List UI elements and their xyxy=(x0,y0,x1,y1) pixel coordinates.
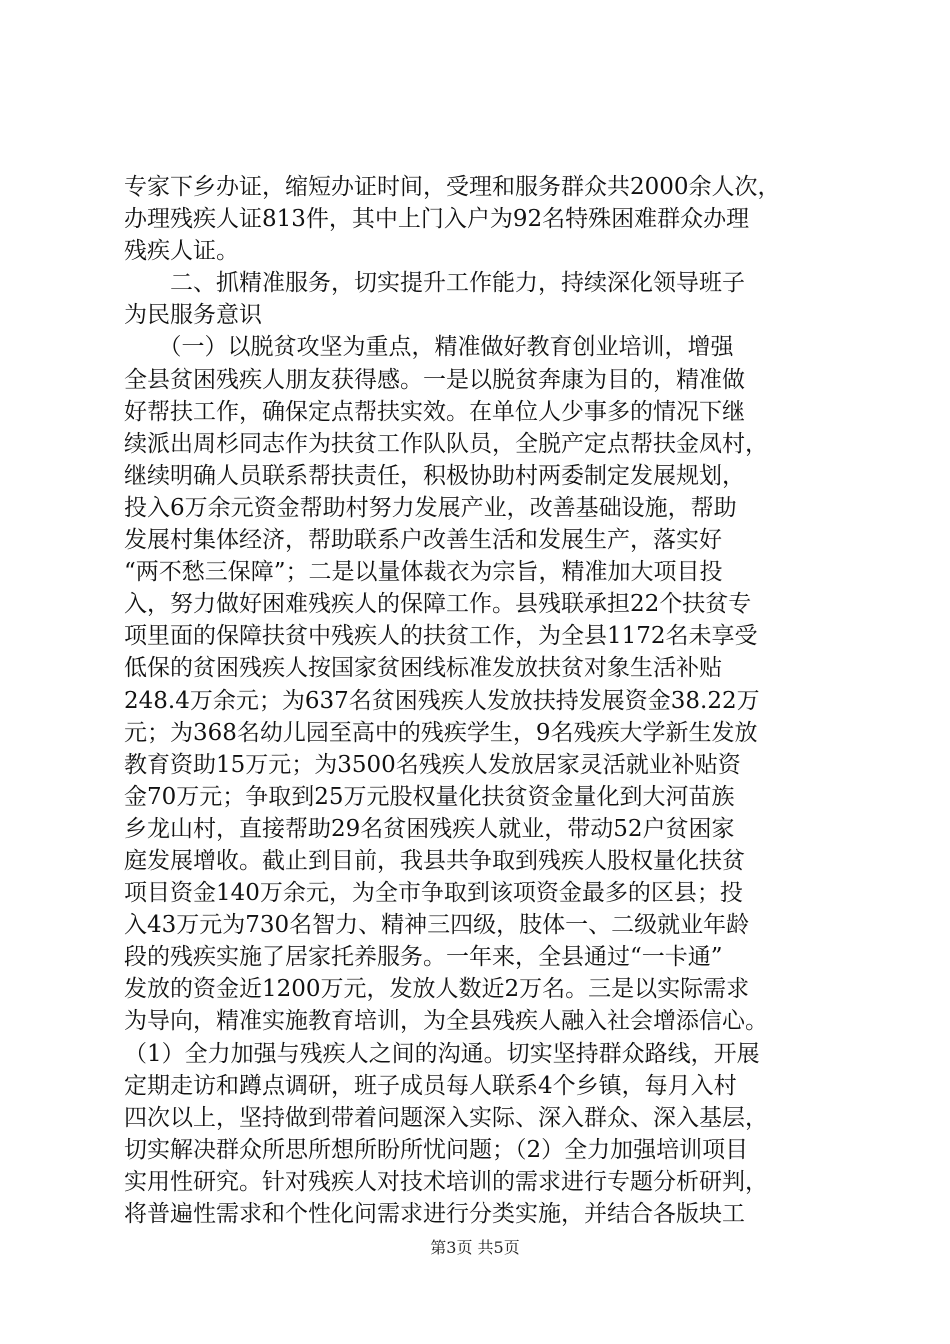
body-text xyxy=(124,171,836,1230)
text-line: 金70万元；争取到25万元股权量化扶贫资金量化到大河苗族 xyxy=(124,783,735,810)
text-line: （一）以脱贫攻坚为重点，精准做好教育创业培训，增强 xyxy=(124,334,734,361)
page-footer: 第3页 共5页 xyxy=(430,1238,520,1257)
text-line: 乡龙山村，直接帮助29名贫困残疾人就业，带动52户贫困家 xyxy=(124,815,735,842)
text-line: 为民服务意识 xyxy=(124,302,262,329)
text-line: （1）全力加强与残疾人之间的沟通。切实坚持群众路线，开展 xyxy=(124,1040,760,1067)
text-line: 教育资助15万元；为3500名残疾人发放居家灵活就业补贴资 xyxy=(124,751,741,778)
text-line: 入43万元为730名智力、精神三四级，肢体一、二级就业年龄 xyxy=(124,912,750,939)
text-line: 将普遍性需求和个性化问需求进行分类实施，并结合各版块工 xyxy=(124,1201,745,1227)
text-line: 办理残疾人证813件，其中上门入户为92名特殊困难群众办理 xyxy=(124,206,750,233)
text-line: 低保的贫困残疾人按国家贫困线标准发放扶贫对象生活补贴 xyxy=(124,655,722,682)
text-line: 段的残疾实施了居家托养服务。一年来，全县通过“一卡通” xyxy=(124,944,723,971)
text-line: 实用性研究。针对残疾人对技术培训的需求进行专题分析研判， xyxy=(124,1168,768,1195)
text-line: 248.4万余元；为637名贫困残疾人发放扶持发展资金38.22万 xyxy=(124,687,760,714)
text-line: 入，努力做好困难残疾人的保障工作。县残联承担22个扶贫专 xyxy=(124,591,752,618)
text-line: 四次以上，坚持做到带着问题深入实际、深入群众、深入基层， xyxy=(124,1104,768,1131)
text-line: 定期走访和蹲点调研，班子成员每人联系4个乡镇，每月入村 xyxy=(124,1072,737,1099)
text-line: 切实解决群众所思所想所盼所忧问题；（2）全力加强培训项目 xyxy=(124,1136,749,1163)
text-line: 庭发展增收。截止到目前，我县共争取到残疾人股权量化扶贫 xyxy=(124,847,745,874)
text-line: 为导向，精准实施教育培训，为全县残疾人融入社会增添信心。 xyxy=(124,1008,768,1035)
text-line: 续派出周杉同志作为扶贫工作队队员，全脱产定点帮扶金凤村， xyxy=(124,430,768,457)
text-line: 继续明确人员联系帮扶责任，积极协助村两委制定发展规划， xyxy=(124,462,745,489)
text-line: 项里面的保障扶贫中残疾人的扶贫工作，为全县1172名未享受 xyxy=(124,623,758,650)
text-line: 项目资金140万余元，为全市争取到该项资金最多的区县；投 xyxy=(124,880,743,907)
text-line: 投入6万余元资金帮助村努力发展产业，改善基础设施，帮助 xyxy=(124,494,737,521)
text-line: 发放的资金近1200万元，发放人数近2万名。三是以实际需求 xyxy=(124,976,750,1003)
text-line: 全县贫困残疾人朋友获得感。一是以脱贫奔康为目的，精准做 xyxy=(124,366,745,393)
text-line: 发展村集体经济，帮助联系户改善生活和发展生产，落实好 xyxy=(124,527,722,554)
text-line: 专家下乡办证，缩短办证时间，受理和服务群众共2000余人次， xyxy=(124,174,781,200)
text-line: “两不愁三保障”；二是以量体裁衣为宗旨，精准加大项目投 xyxy=(124,559,723,586)
text-line: 二、抓精准服务，切实提升工作能力，持续深化领导班子 xyxy=(124,270,745,297)
text-line: 好帮扶工作，确保定点帮扶实效。在单位人少事多的情况下继 xyxy=(124,398,745,425)
text-line: 元；为368名幼儿园至高中的残疾学生，9名残疾大学新生发放 xyxy=(124,719,758,746)
text-line: 残疾人证。 xyxy=(124,238,239,265)
